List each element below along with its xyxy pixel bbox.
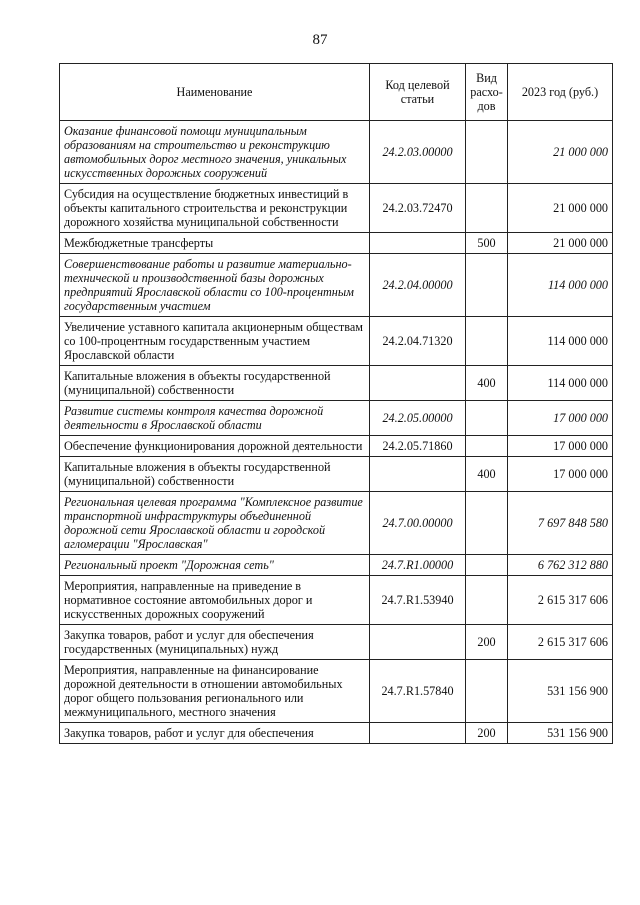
cell-kind bbox=[466, 576, 508, 625]
table-row bbox=[60, 233, 613, 254]
cell-name: Мероприятия, направленные на приведение в нормативное состояние автомобильных дорог и искусственных дорожных сооружений bbox=[60, 576, 370, 625]
cell-code bbox=[370, 233, 466, 254]
cell-name: Обеспечение функционирования дорожной деятельности bbox=[60, 436, 370, 457]
cell-name: Капитальные вложения в объекты государственной (муниципальной) собственности bbox=[60, 457, 370, 492]
cell-kind: 200 bbox=[466, 625, 508, 660]
cell-amount: 17 000 000 bbox=[508, 457, 613, 492]
cell-amount: 2 615 317 606 bbox=[508, 625, 613, 660]
table-row bbox=[60, 184, 613, 233]
cell-amount: 114 000 000 bbox=[508, 317, 613, 366]
table-row bbox=[60, 492, 613, 555]
cell-kind bbox=[466, 254, 508, 317]
cell-kind bbox=[466, 184, 508, 233]
cell-amount: 531 156 900 bbox=[508, 723, 613, 744]
cell-name: Капитальные вложения в объекты государственной (муниципальной) собственности bbox=[60, 366, 370, 401]
cell-name: Закупка товаров, работ и услуг для обеспечения государственных (муниципальных) нужд bbox=[60, 625, 370, 660]
cell-code bbox=[370, 723, 466, 744]
cell-code: 24.2.03.00000 bbox=[370, 121, 466, 184]
header-amount: 2023 год (руб.) bbox=[508, 64, 613, 121]
cell-code: 24.2.04.00000 bbox=[370, 254, 466, 317]
cell-code: 24.7.R1.53940 bbox=[370, 576, 466, 625]
table-row bbox=[60, 660, 613, 723]
table-row bbox=[60, 436, 613, 457]
cell-code: 24.2.04.71320 bbox=[370, 317, 466, 366]
cell-kind bbox=[466, 121, 508, 184]
cell-code bbox=[370, 625, 466, 660]
cell-name: Увеличение уставного капитала акционерным обществам со 100-процентным государственным участием Ярославской области bbox=[60, 317, 370, 366]
budget-table bbox=[59, 63, 613, 744]
header-kind: Вид расхо-дов bbox=[466, 64, 508, 121]
table-row bbox=[60, 576, 613, 625]
table-row bbox=[60, 625, 613, 660]
cell-name: Оказание финансовой помощи муниципальным образованиям на строительство и реконструкцию автомобильных дорог местного значения, уникальных искусственных дорожных сооружений bbox=[60, 121, 370, 184]
cell-amount: 2 615 317 606 bbox=[508, 576, 613, 625]
cell-code: 24.2.03.72470 bbox=[370, 184, 466, 233]
cell-name: Развитие системы контроля качества дорожной деятельности в Ярославской области bbox=[60, 401, 370, 436]
cell-amount: 531 156 900 bbox=[508, 660, 613, 723]
cell-code: 24.7.00.00000 bbox=[370, 492, 466, 555]
header-name: Наименование bbox=[60, 64, 370, 121]
cell-code: 24.2.05.71860 bbox=[370, 436, 466, 457]
cell-kind bbox=[466, 401, 508, 436]
cell-kind bbox=[466, 492, 508, 555]
table-row bbox=[60, 254, 613, 317]
cell-kind: 400 bbox=[466, 457, 508, 492]
table-header-row bbox=[60, 64, 613, 121]
cell-code: 24.2.05.00000 bbox=[370, 401, 466, 436]
cell-name: Субсидия на осуществление бюджетных инвестиций в объекты капитального строительства и реконструкции дорожного хозяйства муниципальной собственности bbox=[60, 184, 370, 233]
cell-kind bbox=[466, 317, 508, 366]
cell-amount: 21 000 000 bbox=[508, 121, 613, 184]
table-row bbox=[60, 457, 613, 492]
table-row bbox=[60, 317, 613, 366]
cell-code: 24.7.R1.57840 bbox=[370, 660, 466, 723]
cell-amount: 17 000 000 bbox=[508, 401, 613, 436]
cell-amount: 6 762 312 880 bbox=[508, 555, 613, 576]
cell-kind: 200 bbox=[466, 723, 508, 744]
cell-kind: 400 bbox=[466, 366, 508, 401]
cell-amount: 21 000 000 bbox=[508, 233, 613, 254]
table-row bbox=[60, 401, 613, 436]
table-row bbox=[60, 723, 613, 744]
table-row bbox=[60, 121, 613, 184]
cell-amount: 21 000 000 bbox=[508, 184, 613, 233]
cell-name: Закупка товаров, работ и услуг для обеспечения bbox=[60, 723, 370, 744]
cell-amount: 17 000 000 bbox=[508, 436, 613, 457]
cell-amount: 114 000 000 bbox=[508, 254, 613, 317]
cell-kind: 500 bbox=[466, 233, 508, 254]
cell-name: Региональная целевая программа "Комплексное развитие транспортной инфраструктуры объединенной дорожной сети Ярославской области и городской агломерации "Ярославская" bbox=[60, 492, 370, 555]
cell-name: Межбюджетные трансферты bbox=[60, 233, 370, 254]
table-row bbox=[60, 555, 613, 576]
table-row bbox=[60, 366, 613, 401]
cell-name: Мероприятия, направленные на финансирование дорожной деятельности в отношении автомобильных дорог общего пользования регионального или межмуниципального, местного значения bbox=[60, 660, 370, 723]
cell-kind bbox=[466, 436, 508, 457]
cell-code: 24.7.R1.00000 bbox=[370, 555, 466, 576]
cell-code bbox=[370, 366, 466, 401]
cell-name: Совершенствование работы и развитие материально-технической и производственной базы дорожных предприятий Ярославской области со 100-процентным государственным участием bbox=[60, 254, 370, 317]
page-number: 87 bbox=[312, 32, 328, 48]
header-code: Код целевой статьи bbox=[370, 64, 466, 121]
cell-kind bbox=[466, 555, 508, 576]
cell-kind bbox=[466, 660, 508, 723]
cell-name: Региональный проект "Дорожная сеть" bbox=[60, 555, 370, 576]
cell-code bbox=[370, 457, 466, 492]
cell-amount: 114 000 000 bbox=[508, 366, 613, 401]
cell-amount: 7 697 848 580 bbox=[508, 492, 613, 555]
